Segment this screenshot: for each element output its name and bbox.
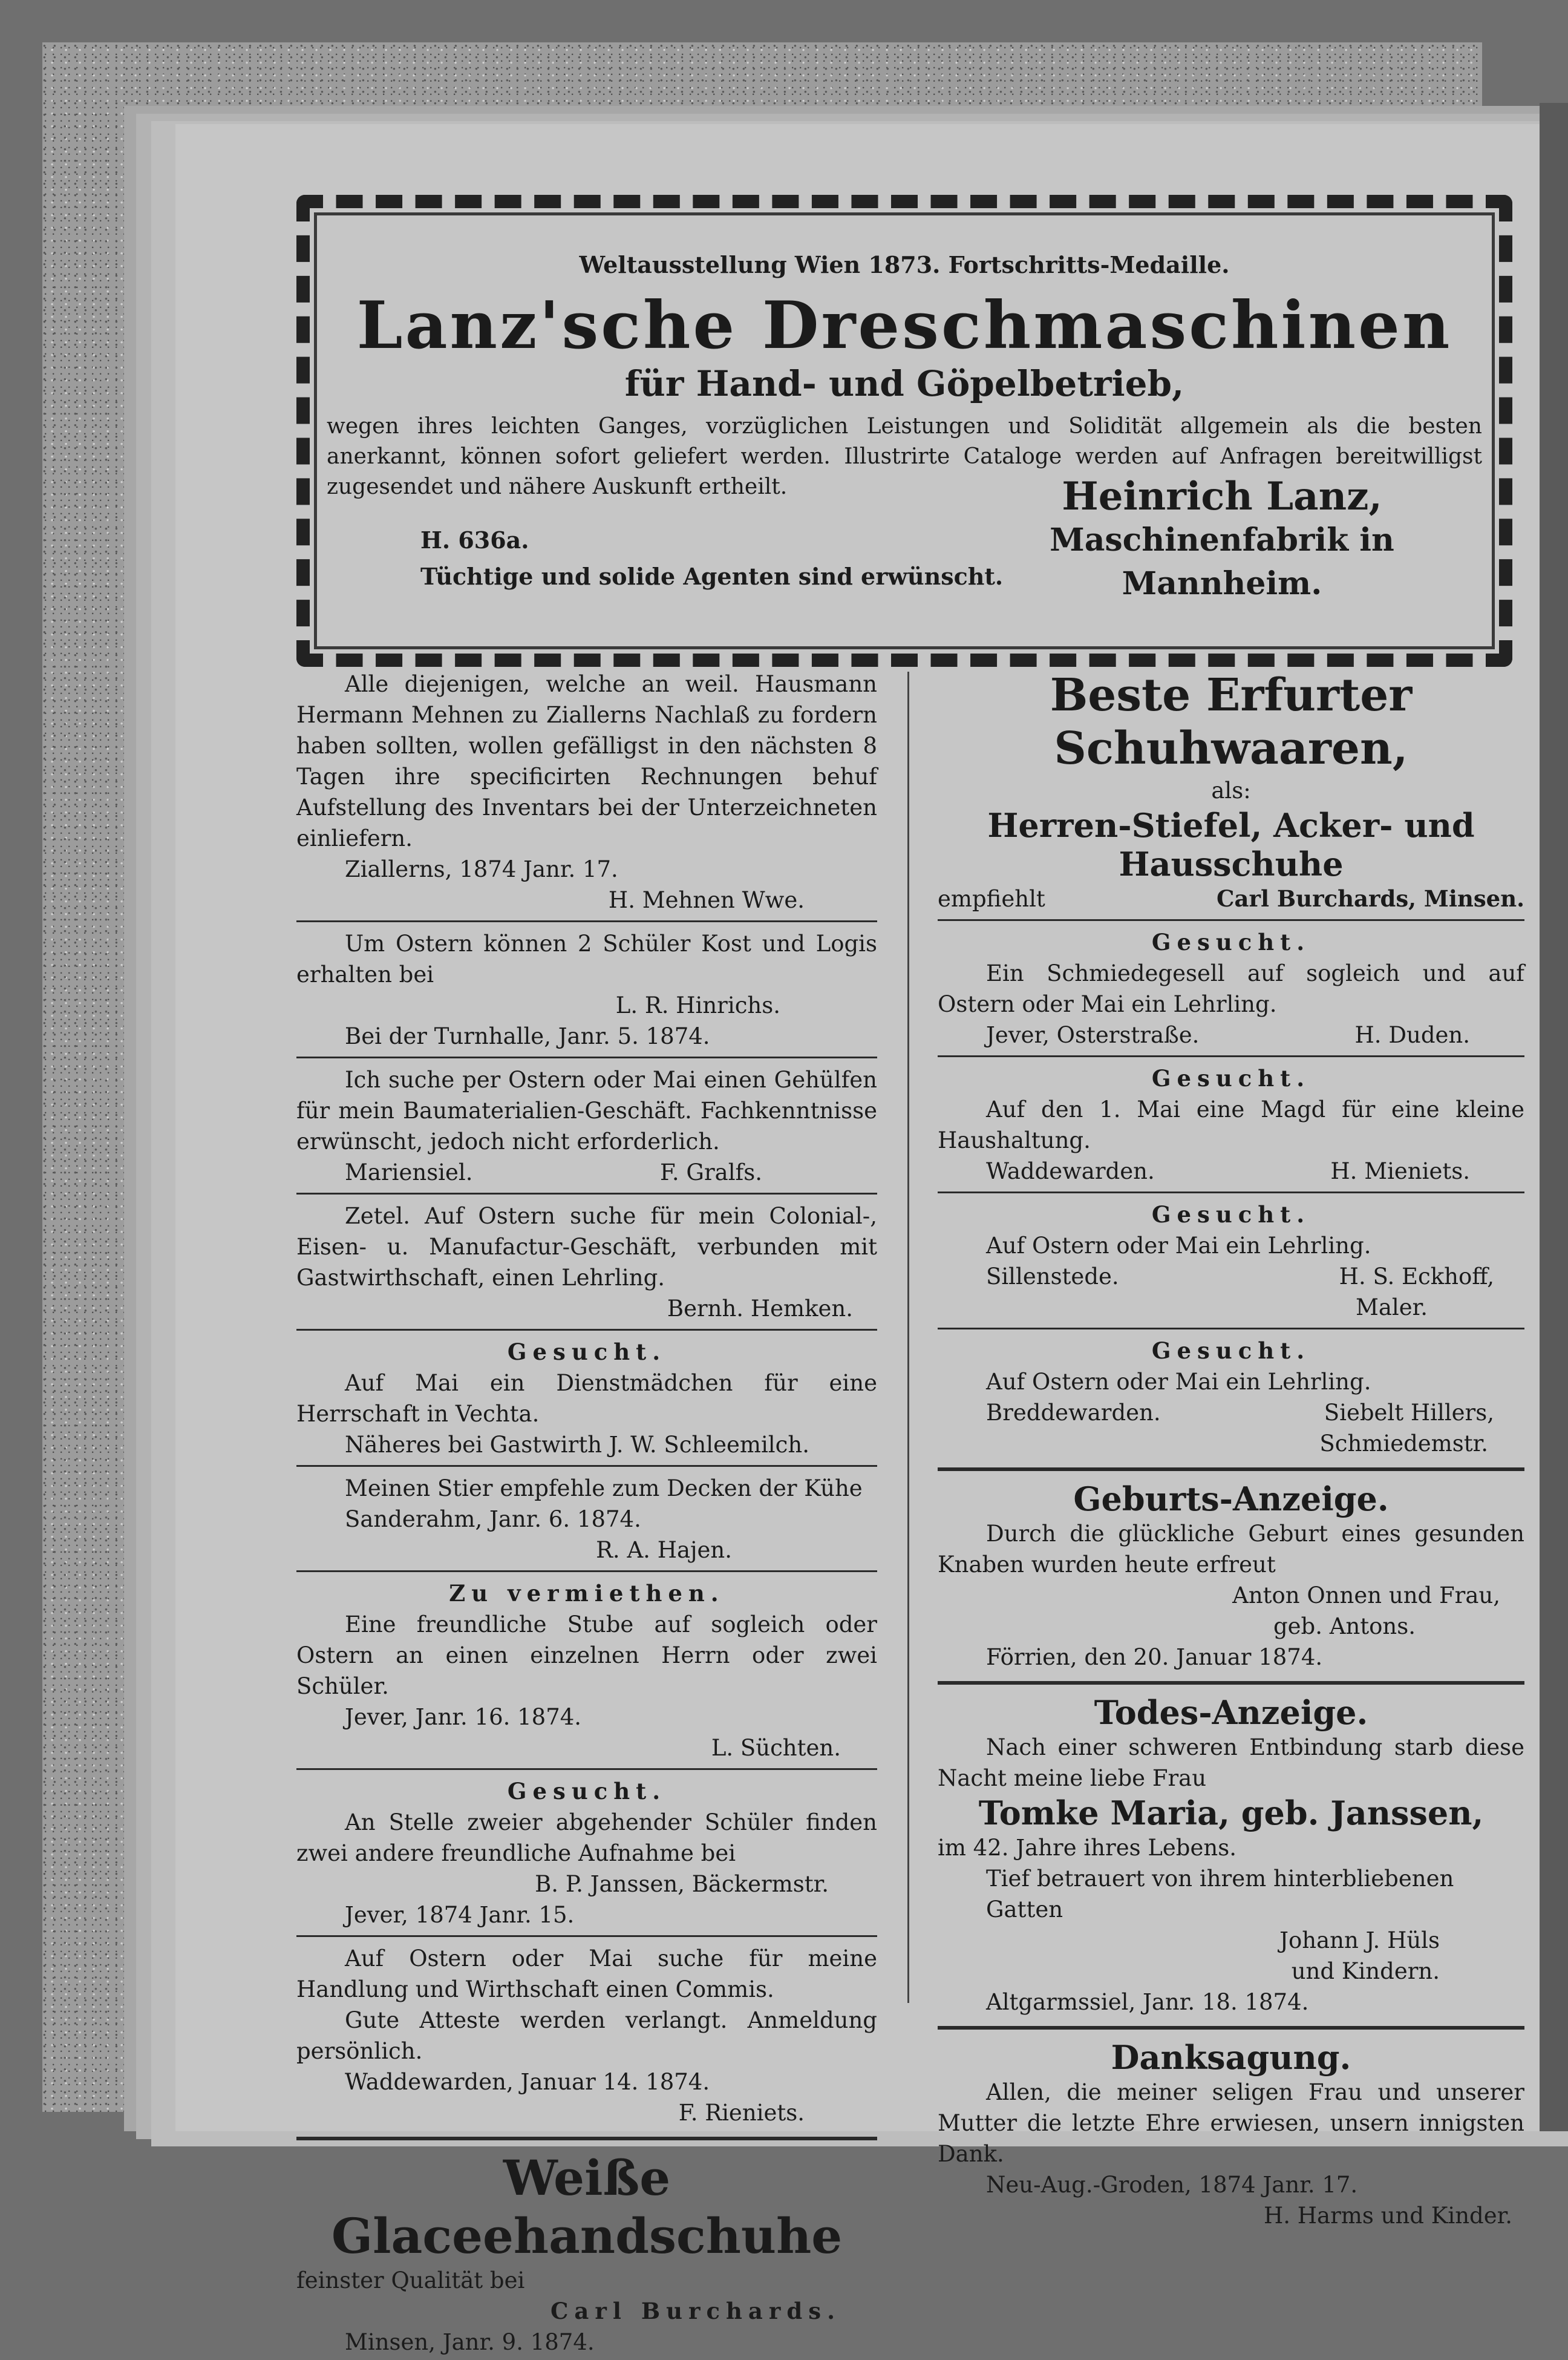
ad-code: H. 636a. <box>420 526 529 554</box>
notice-signature: F. Rieniets. <box>678 2100 805 2126</box>
notice-footer <box>938 1156 1524 1187</box>
notice-place: Mariensiel. <box>345 1159 473 1185</box>
notice-text: Nach einer schweren Entbindung starb diese Nacht meine liebe Frau <box>938 1734 1524 1791</box>
notice-text: Auf Ostern oder Mai ein Lehrling. <box>986 1233 1371 1259</box>
notice-rieniets <box>296 1943 877 2128</box>
right-column <box>938 669 1524 2234</box>
lanz-advertisement <box>315 218 1494 647</box>
notice-place: Breddewarden. <box>986 1400 1161 1426</box>
notice-text: Auf Ostern oder Mai ein Lehrling. <box>986 1369 1371 1395</box>
notice-signature: H. Duden. <box>1354 1022 1470 1048</box>
notice-title: Zu vermiethen. <box>449 1580 725 1607</box>
notice-signature: Carl Burchards. <box>550 2298 841 2324</box>
notice-note: Näheres bei Gastwirth J. W. Schleemilch. <box>345 1432 809 1458</box>
rule <box>938 1328 1524 1329</box>
notice-signature: L. Süchten. <box>711 1735 841 1761</box>
rule <box>296 1329 877 1331</box>
rule <box>296 1935 877 1937</box>
notice-date: Minsen, Janr. 9. 1874. <box>345 2329 595 2355</box>
notice-place: Sillenstede. <box>986 1264 1119 1290</box>
notice-footer <box>938 1261 1524 1292</box>
notice-signature: Bernh. Hemken. <box>667 1296 853 1322</box>
ad-expo-line: Weltausstellung Wien 1873. Fortschritts-Medaille. <box>579 251 1230 278</box>
ad-subheadline: für Hand- und Göpelbetrieb, <box>624 363 1184 404</box>
notice-text-2: Gute Atteste werden verlangt. Anmeldung persönlich. <box>296 2007 877 2064</box>
notice-signature: H. S. Eckhoff, <box>1339 1264 1494 1290</box>
notice-signature: H. Mieniets. <box>1330 1158 1470 1184</box>
notice-text: An Stelle zweier abgehender Schüler finden zwei andere freundliche Aufnahme bei <box>296 1809 877 1866</box>
left-column <box>296 669 877 2360</box>
notice-eckhoff <box>938 1199 1524 1323</box>
notice-gralfs <box>296 1064 877 1188</box>
notice-gloves <box>296 2149 877 2358</box>
notice-hinrichs <box>296 928 877 1052</box>
notice-text: Meinen Stier empfehle zum Decken der Kühe <box>345 1475 863 1501</box>
rule <box>296 1465 877 1467</box>
notice-title: Beste Erfurter Schuhwaaren, <box>1050 669 1413 775</box>
notice-mieniets <box>938 1063 1524 1187</box>
notice-footer <box>938 883 1524 914</box>
notice-text: Auf Ostern oder Mai suche für meine Handlung und Wirthschaft einen Commis. <box>296 1945 877 2002</box>
rule <box>938 919 1524 921</box>
notice-hemken <box>296 1201 877 1324</box>
notice-title: Geburts-Anzeige. <box>1073 1480 1389 1518</box>
notice-footer <box>938 1020 1524 1051</box>
notice-date: Bei der Turnhalle, Janr. 5. 1874. <box>345 1023 710 1049</box>
notice-title: Weiße Glaceehandschuhe <box>331 2149 843 2264</box>
notice-age: im 42. Jahre ihres Lebens. <box>938 1835 1236 1861</box>
notice-trade: Maler. <box>1355 1294 1428 1320</box>
notice-date: Förrien, den 20. Januar 1874. <box>986 1644 1323 1670</box>
ad-company-block <box>950 475 1494 606</box>
notice-title: Gesucht. <box>1151 1337 1311 1364</box>
notice-suechten <box>296 1578 877 1763</box>
notice-signature: H. Harms und Kinder. <box>1263 2203 1512 2229</box>
notice-date: Waddewarden, Januar 14. 1874. <box>345 2069 710 2095</box>
rule <box>296 1057 877 1058</box>
notice-text: Auf den 1. Mai eine Magd für eine kleine Haushaltung. <box>938 1096 1524 1153</box>
notice-lead: empfiehlt <box>938 886 1045 912</box>
notice-items: Herren-Stiefel, Acker- und Hausschuhe <box>987 806 1475 883</box>
rule <box>296 1570 877 1572</box>
notice-signature: R. A. Hajen. <box>596 1537 732 1563</box>
notice-hillers <box>938 1336 1524 1459</box>
notice-text: Alle diejenigen, welche an weil. Hausmann Hermann Mehnen zu Ziallerns Nachlaß zu fordern haben sollten, wollen gefälligst in den nächsten 8 Tagen ihre specificirten Rechnungen behuf Aufstellung des Inventars bei der Unterzeichneten einliefern. <box>296 671 877 851</box>
notice-hajen <box>296 1473 877 1565</box>
ad-company-name: Heinrich Lanz, <box>1062 474 1382 519</box>
notice-date: Jever, 1874 Janr. 15. <box>345 1902 575 1928</box>
notice-birth <box>938 1480 1524 1673</box>
notice-signature: B. P. Janssen, Bäckermstr. <box>535 1871 829 1897</box>
rule <box>296 920 877 922</box>
notice-text: Um Ostern können 2 Schüler Kost und Logis erhalten bei <box>296 931 877 988</box>
notice-schleemilch <box>296 1337 877 1460</box>
notice-shoes <box>938 669 1524 914</box>
notice-signature: Siebelt Hillers, <box>1324 1400 1494 1426</box>
rule <box>296 1768 877 1770</box>
notice-signature: Anton Onnen und Frau, <box>1232 1582 1500 1608</box>
notice-janssen <box>296 1776 877 1930</box>
notice-title: Todes-Anzeige. <box>1094 1693 1368 1732</box>
notice-title: Gesucht. <box>1151 929 1311 955</box>
ad-headline: Lanz'sche Dreschmaschinen <box>356 287 1452 364</box>
notice-footer <box>296 1157 877 1188</box>
rule <box>938 1055 1524 1057</box>
notice-date: Altgarmssiel, Janr. 18. 1874. <box>986 1989 1309 2015</box>
notice-date: Sanderahm, Janr. 6. 1874. <box>345 1506 641 1532</box>
notice-trade: Schmiedemstr. <box>1319 1431 1488 1457</box>
rule <box>938 1191 1524 1193</box>
notice-death <box>938 1693 1524 2017</box>
notice-title: Gesucht. <box>507 1778 667 1804</box>
notice-text: Ein Schmiedegesell auf sogleich und auf Ostern oder Mai ein Lehrling. <box>938 960 1524 1017</box>
rule <box>938 1681 1524 1685</box>
notice-signature: L. R. Hinrichs. <box>615 992 780 1018</box>
notice-text: Auf Mai ein Dienstmädchen für eine Herrschaft in Vechta. <box>296 1370 877 1427</box>
notice-mehnen <box>296 669 877 916</box>
notice-date: Ziallerns, 1874 Janr. 17. <box>345 856 618 882</box>
ad-agents-wanted: Tüchtige und solide Agenten sind erwünscht. <box>420 563 1004 590</box>
notice-text: Durch die glückliche Geburt eines gesunden Knaben wurden heute erfreut <box>938 1521 1524 1578</box>
notice-signature: F. Gralfs. <box>659 1159 762 1185</box>
notice-thanks <box>938 2038 1524 2231</box>
notice-title: Gesucht. <box>1151 1065 1311 1092</box>
rule <box>296 2137 877 2140</box>
notice-deceased-name: Tomke Maria, geb. Janssen, <box>978 1794 1484 1832</box>
notice-date: Jever, Janr. 16. 1874. <box>345 1704 582 1730</box>
notice-text: Ich suche per Ostern oder Mai einen Gehülfen für mein Baumaterialien-Geschäft. Fachkenntnisse erwünscht, jedoch nicht erforderlich. <box>296 1067 877 1155</box>
notice-text: Eine freundliche Stube auf sogleich oder Ostern an einen einzelnen Herrn oder zwei Schüler. <box>296 1611 877 1699</box>
book-gutter <box>1540 103 1568 2131</box>
notice-nee: geb. Antons. <box>1273 1613 1416 1639</box>
notice-text: als: <box>1211 778 1251 804</box>
notice-place: Jever, Osterstraße. <box>986 1022 1200 1048</box>
rule <box>296 1193 877 1195</box>
notice-title: Gesucht. <box>1151 1201 1311 1228</box>
notice-mourn: Tief betrauert von ihrem hinterbliebenen Gatten <box>986 1866 1454 1922</box>
notice-signature: Carl Burchards, Minsen. <box>1217 885 1524 912</box>
ad-body: wegen ihres leichten Ganges, vorzüglichen Leistungen und Solidität allgemein als die besten anerkannt, können sofort geliefert werden. Illustrirte Cataloge werden auf Anfragen bereitwilligst zugesendet und nähere Auskunft ertheilt. <box>327 414 1482 499</box>
notice-text: Allen, die meiner seligen Frau und unserer Mutter die letzte Ehre erwiesen, unsern innigsten Dank. <box>938 2079 1524 2167</box>
notice-title: Danksagung. <box>1111 2038 1351 2077</box>
notice-footer <box>938 1397 1524 1428</box>
rule <box>938 2026 1524 2030</box>
notice-signature: Johann J. Hüls <box>1279 1927 1440 1953</box>
ad-company-place: Maschinenfabrik in Mannheim. <box>1050 522 1394 602</box>
notice-date: Neu-Aug.-Groden, 1874 Janr. 17. <box>986 2172 1358 2198</box>
notice-text: Zetel. Auf Ostern suche für mein Colonial-, Eisen- u. Manufactur-Geschäft, verbunden mit Gastwirthschaft, einen Lehrling. <box>296 1203 877 1291</box>
rule <box>938 1467 1524 1471</box>
notice-signature-2: und Kindern. <box>1291 1958 1440 1984</box>
notice-signature: H. Mehnen Wwe. <box>608 887 805 913</box>
notice-place: Waddewarden. <box>986 1158 1155 1184</box>
notice-text: feinster Qualität bei <box>296 2267 525 2293</box>
notice-duden <box>938 927 1524 1051</box>
notice-title: Gesucht. <box>507 1339 667 1365</box>
column-divider <box>907 672 909 2003</box>
